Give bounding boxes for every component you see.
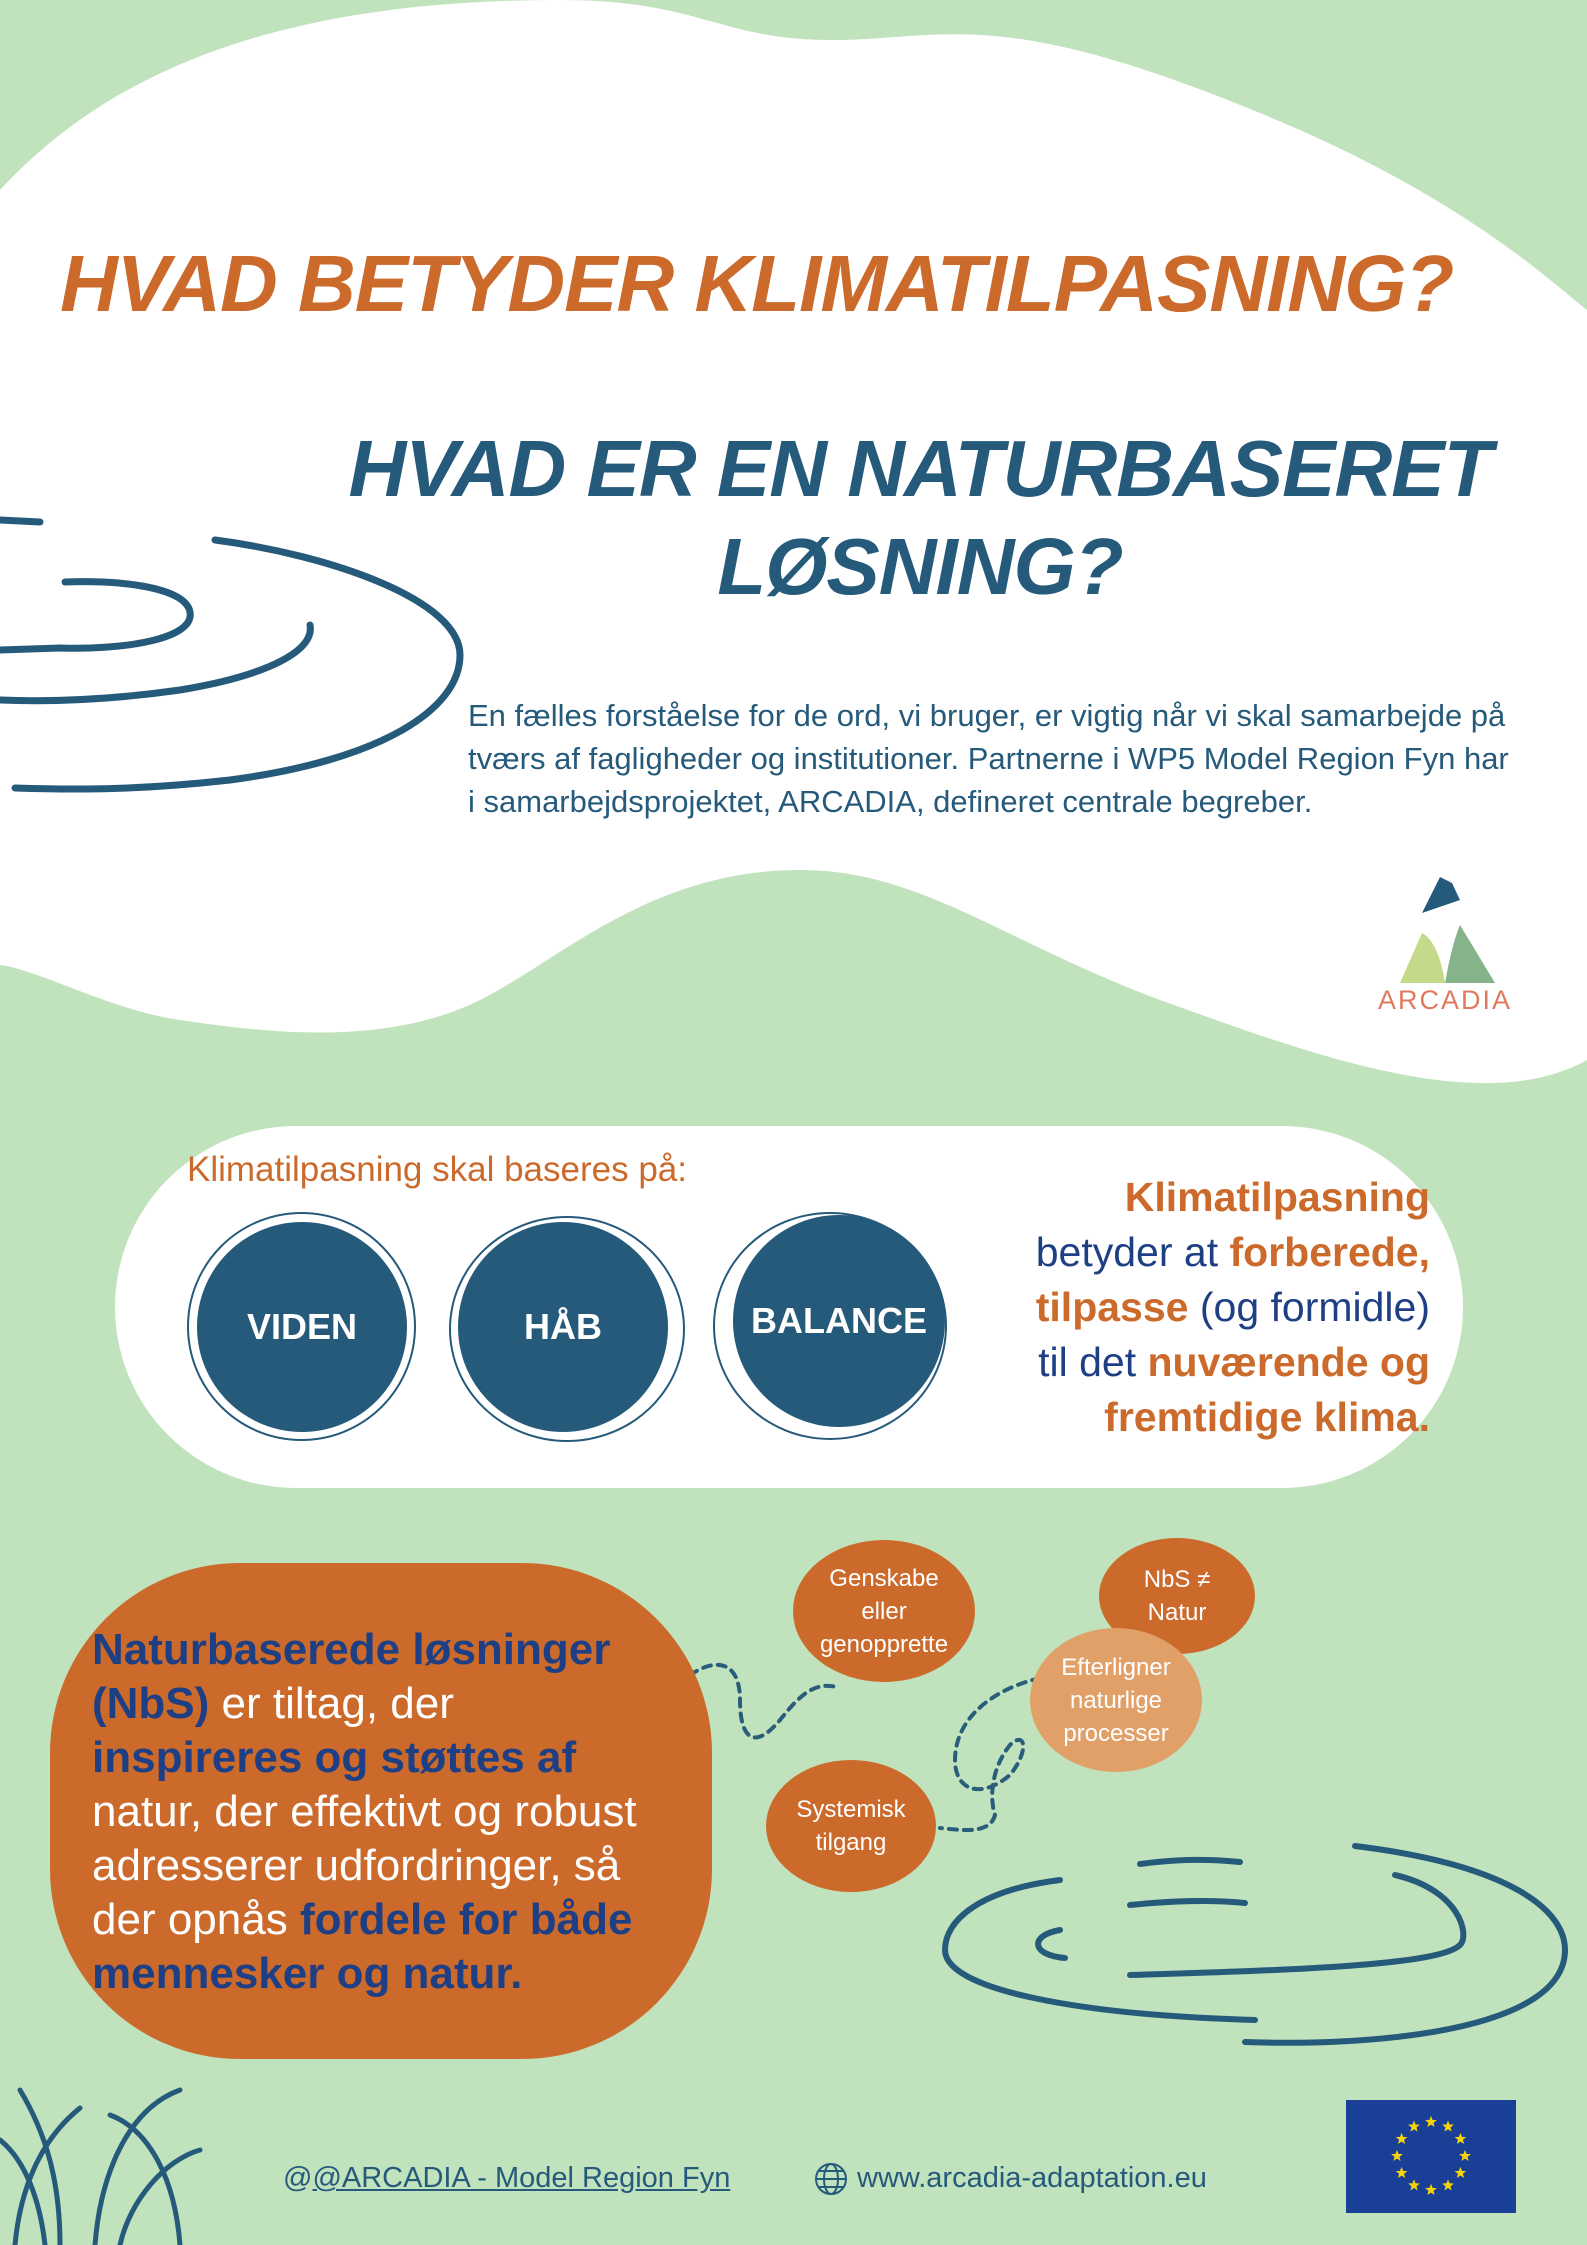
definition-term: Klimatilpasning bbox=[1124, 1174, 1430, 1220]
definition-text-7: fremtidige klima. bbox=[1104, 1394, 1430, 1440]
eu-flag-icon bbox=[1346, 2100, 1516, 2213]
arcadia-logo-text: ARCADIA bbox=[1377, 985, 1513, 1015]
value-hab: HÅB bbox=[458, 1222, 668, 1432]
bubble-system: Systemisk tilgang bbox=[766, 1760, 936, 1892]
nbs-text-1: er tiltag, der bbox=[209, 1679, 454, 1728]
bubble-mimic: Efterligner naturlige processer bbox=[1030, 1628, 1202, 1772]
definition-text-5: til det bbox=[1038, 1339, 1137, 1385]
foundation-label: Klimatilpasning skal baseres på: bbox=[187, 1150, 687, 1189]
nbs-text-2: inspireres og støttes af bbox=[92, 1733, 577, 1782]
website-link[interactable]: www.arcadia-adaptation.eu bbox=[857, 2162, 1207, 2194]
page-title: HVAD BETYDER KLIMATILPASNING? bbox=[60, 239, 1454, 328]
nbs-term: Naturbaserede løsninger bbox=[92, 1625, 611, 1674]
nbs-text-3: natur, der effektivt og robust adresserer udfordringer, så der opnås bbox=[92, 1787, 637, 1944]
value-viden: VIDEN bbox=[197, 1222, 407, 1432]
nbs-text-4: fordele for både mennesker og natur. bbox=[92, 1895, 633, 1998]
globe-icon bbox=[814, 2162, 848, 2196]
intro-paragraph: En fælles forståelse for de ord, vi bruger, er vigtig når vi skal samarbejde på tværs af fagligheder og institutioner. Partnerne i WP5 Model Region Fyn har i samarbejdsprojektet, ARCADIA, defineret centrale begreber. bbox=[468, 698, 1509, 819]
definition-text-6: nuværende og bbox=[1147, 1339, 1430, 1385]
definition-text-3: tilpasse bbox=[1035, 1284, 1189, 1330]
page-subtitle bbox=[300, 420, 1540, 616]
bubble-not-nature: NbS ≠ Natur bbox=[1099, 1538, 1255, 1654]
nbs-definition bbox=[92, 1623, 692, 2001]
definition-text-4: (og formidle) bbox=[1199, 1284, 1430, 1330]
definition-text-1: betyder at bbox=[1035, 1229, 1219, 1275]
definition-text-2: forberede, bbox=[1229, 1229, 1430, 1275]
social-link[interactable]: @ARCADIA - Model Region Fyn bbox=[312, 2162, 731, 2194]
subtitle-line-1: HVAD ER EN NATURBASERET bbox=[348, 424, 1492, 513]
value-balance: BALANCE bbox=[733, 1215, 945, 1427]
bubble-restore: Genskabe eller genopprette bbox=[793, 1540, 975, 1682]
nbs-abbr: (NbS) bbox=[92, 1679, 210, 1728]
subtitle-line-2: LØSNING? bbox=[717, 522, 1123, 611]
social-handle[interactable]: @@ARCADIA - Model Region Fyn bbox=[283, 2162, 731, 2194]
definition-text bbox=[950, 1170, 1430, 1445]
